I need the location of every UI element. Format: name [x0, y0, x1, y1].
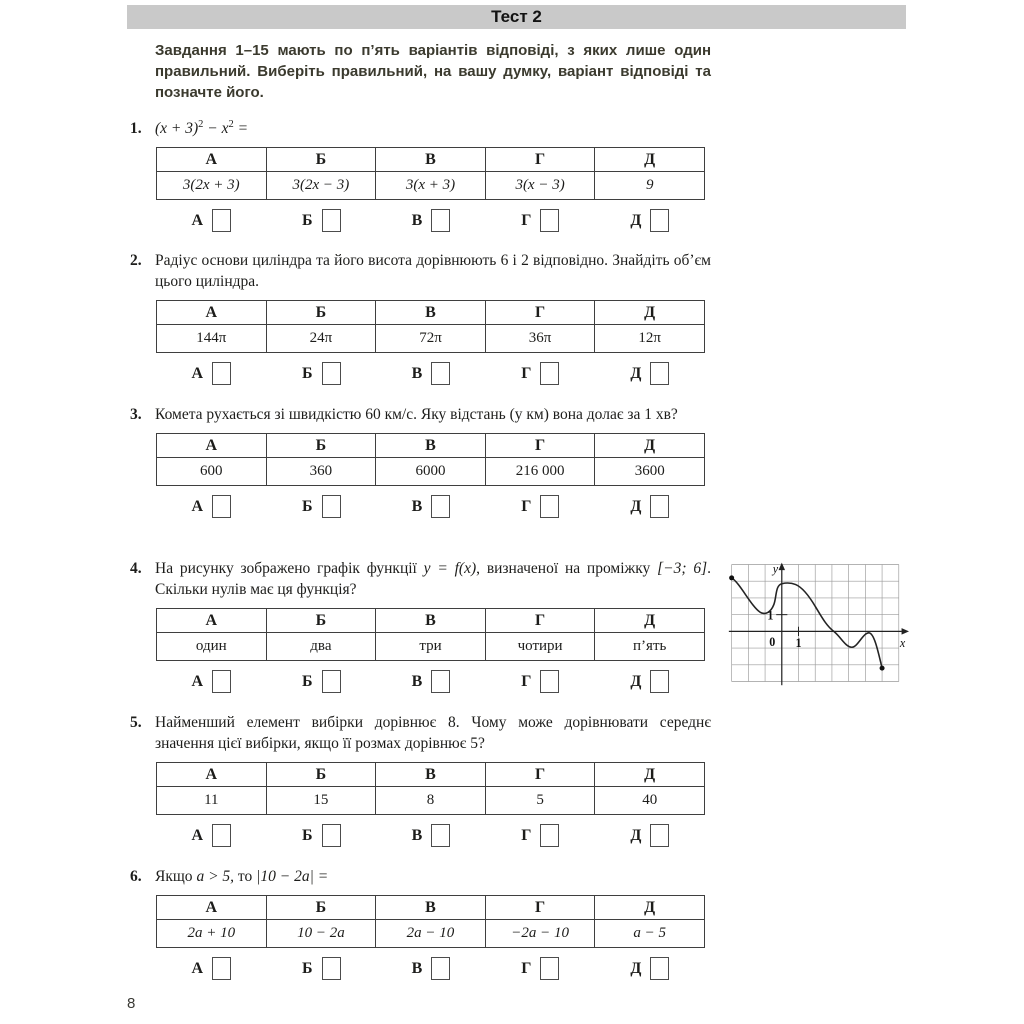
- answer-checkbox-group: [412, 495, 451, 518]
- answer-option-value: a − 5: [595, 920, 705, 948]
- answer-checkbox[interactable]: [322, 670, 341, 693]
- table-value-row: [157, 325, 705, 353]
- answer-option-value: 3(x + 3): [376, 172, 486, 200]
- table-value-row: [157, 787, 705, 815]
- answer-checkbox-group: [191, 209, 231, 232]
- answer-letter-header: А: [157, 609, 267, 633]
- math-segment: 2: [228, 118, 234, 130]
- answer-checkbox[interactable]: [212, 209, 231, 232]
- answer-option-value: 600: [157, 458, 267, 486]
- question-block-6: [127, 866, 906, 980]
- answer-letter-header: Д: [595, 763, 705, 787]
- answer-checkbox[interactable]: [650, 670, 669, 693]
- text-segment: то: [234, 868, 257, 885]
- answer-option-value: три: [376, 633, 486, 661]
- answer-letter-header: В: [376, 148, 486, 172]
- table-header-row: [157, 148, 705, 172]
- math-segment: [−3; 6]: [657, 560, 708, 577]
- answer-letter-header: А: [157, 148, 267, 172]
- answer-option-value: 11: [157, 787, 267, 815]
- curve-start-point: [729, 575, 734, 580]
- answer-checkbox[interactable]: [212, 957, 231, 980]
- answer-letter-header: В: [376, 763, 486, 787]
- answer-checkbox[interactable]: [431, 824, 450, 847]
- checkbox-letter: В: [411, 497, 423, 515]
- table-header-row: [157, 896, 705, 920]
- checkbox-letter: Г: [521, 959, 532, 977]
- checkbox-letter: Б: [302, 826, 313, 844]
- checkbox-letter: А: [191, 211, 204, 229]
- page-content: [127, 0, 906, 1024]
- answer-checkbox-group: [630, 495, 669, 518]
- answer-letter-header: Г: [485, 148, 595, 172]
- checkbox-letter: В: [411, 211, 423, 229]
- question-prompt: [127, 250, 906, 292]
- answer-checkbox[interactable]: [322, 209, 341, 232]
- answer-option-value: 8: [376, 787, 486, 815]
- answer-letter-header: В: [376, 301, 486, 325]
- answer-letter-header: Б: [266, 763, 376, 787]
- answer-checkbox[interactable]: [431, 209, 450, 232]
- answer-checkbox-row: [156, 209, 705, 232]
- answer-option-value: 15: [266, 787, 376, 815]
- answer-options-table: [156, 762, 705, 815]
- question-number: 4.: [130, 560, 142, 577]
- answer-checkbox[interactable]: [212, 495, 231, 518]
- checkbox-letter: В: [411, 672, 423, 690]
- answer-checkbox-group: [412, 670, 451, 693]
- answer-checkbox-row: [156, 495, 705, 518]
- answer-checkbox-group: [302, 362, 341, 385]
- answer-checkbox-group: [302, 824, 341, 847]
- answer-option-value: 6000: [376, 458, 486, 486]
- answer-option-value: 36π: [485, 325, 595, 353]
- answer-option-value: один: [157, 633, 267, 661]
- answer-checkbox[interactable]: [650, 209, 669, 232]
- table-value-row: [157, 920, 705, 948]
- checkbox-letter: Г: [521, 211, 532, 229]
- question-prompt: [127, 404, 906, 425]
- answer-checkbox-group: [412, 957, 451, 980]
- answer-checkbox[interactable]: [540, 957, 559, 980]
- answer-option-value: 2a + 10: [157, 920, 267, 948]
- answer-checkbox-group: [191, 362, 231, 385]
- answer-letter-header: А: [157, 434, 267, 458]
- answer-checkbox-group: [630, 209, 669, 232]
- answer-checkbox-group: [521, 209, 559, 232]
- answer-letter-header: А: [157, 301, 267, 325]
- answer-checkbox-row: [156, 670, 705, 693]
- x-tick-label: 1: [795, 636, 802, 651]
- checkbox-letter: Б: [302, 959, 313, 977]
- answer-option-value: п’ять: [595, 633, 705, 661]
- answer-checkbox[interactable]: [322, 362, 341, 385]
- checkbox-letter: В: [411, 959, 423, 977]
- answer-letter-header: Д: [595, 434, 705, 458]
- answer-checkbox-row: [156, 362, 705, 385]
- answer-option-value: 10 − 2a: [266, 920, 376, 948]
- answer-checkbox-group: [630, 957, 669, 980]
- graph-svg: [727, 558, 909, 688]
- question-text: [155, 712, 711, 754]
- answer-checkbox[interactable]: [212, 670, 231, 693]
- question-prompt: [127, 866, 906, 887]
- answer-checkbox[interactable]: [650, 957, 669, 980]
- checkbox-letter: А: [191, 364, 204, 382]
- question-block-4: [127, 558, 906, 693]
- checkbox-letter: Д: [630, 672, 642, 690]
- answer-option-value: 216 000: [485, 458, 595, 486]
- answer-checkbox-group: [412, 362, 451, 385]
- question-number: 5.: [130, 714, 142, 731]
- answer-option-value: 12π: [595, 325, 705, 353]
- curve-end-point: [880, 666, 885, 671]
- checkbox-letter: Г: [521, 826, 532, 844]
- checkbox-letter: А: [191, 672, 204, 690]
- answer-option-value: −2a − 10: [485, 920, 595, 948]
- question-number: 2.: [130, 252, 142, 269]
- answer-options-table: [156, 147, 705, 200]
- answer-option-value: 40: [595, 787, 705, 815]
- page-number: 8: [127, 995, 136, 1012]
- answer-option-value: 3(2x − 3): [266, 172, 376, 200]
- question-block-1: [127, 118, 906, 232]
- answer-checkbox[interactable]: [540, 495, 559, 518]
- answer-option-value: два: [266, 633, 376, 661]
- answer-checkbox[interactable]: [650, 824, 669, 847]
- text-segment: . Скільки нулів має ця функція?: [155, 560, 711, 598]
- answer-checkbox[interactable]: [431, 670, 450, 693]
- answer-checkbox[interactable]: [540, 824, 559, 847]
- answer-checkbox[interactable]: [322, 824, 341, 847]
- table-value-row: [157, 458, 705, 486]
- answer-checkbox-group: [521, 495, 559, 518]
- question-text: [155, 118, 711, 139]
- question-text: [155, 404, 711, 425]
- answer-letter-header: Б: [266, 301, 376, 325]
- checkbox-letter: Г: [521, 364, 532, 382]
- answer-letter-header: Г: [485, 434, 595, 458]
- test-title-bar: [127, 5, 906, 29]
- answer-option-value: 3600: [595, 458, 705, 486]
- answer-checkbox-group: [302, 670, 341, 693]
- checkbox-letter: Б: [302, 672, 313, 690]
- checkbox-letter: Д: [630, 211, 642, 229]
- text-segment: Радіус основи циліндра та його висота дорівнюють 6 і 2 відповідно. Знайдіть об’єм цього циліндра.: [155, 252, 711, 290]
- answer-checkbox-group: [521, 670, 559, 693]
- answer-checkbox[interactable]: [212, 824, 231, 847]
- question-number: 6.: [130, 868, 142, 885]
- table-header-row: [157, 763, 705, 787]
- question-text: [155, 250, 711, 292]
- answer-letter-header: Г: [485, 609, 595, 633]
- answer-checkbox-group: [412, 209, 451, 232]
- answer-checkbox-row: [156, 824, 705, 847]
- answer-checkbox[interactable]: [322, 957, 341, 980]
- answer-checkbox-group: [630, 824, 669, 847]
- checkbox-letter: Д: [630, 497, 642, 515]
- answer-letter-header: В: [376, 609, 486, 633]
- checkbox-letter: А: [191, 959, 204, 977]
- answer-checkbox-group: [412, 824, 451, 847]
- answer-checkbox[interactable]: [650, 495, 669, 518]
- answer-checkbox-group: [630, 670, 669, 693]
- checkbox-letter: В: [411, 364, 423, 382]
- answer-letter-header: В: [376, 896, 486, 920]
- question-block-5: [127, 712, 906, 847]
- answer-checkbox-group: [302, 495, 341, 518]
- text-segment: На рисунку зображено графік функції: [155, 560, 424, 577]
- answer-checkbox[interactable]: [431, 957, 450, 980]
- question-block-2: [127, 250, 906, 385]
- answer-option-value: 3(x − 3): [485, 172, 595, 200]
- question-prompt: [127, 712, 906, 754]
- answer-letter-header: Б: [266, 609, 376, 633]
- x-axis-label: x: [899, 636, 906, 651]
- origin-label: 0: [769, 635, 776, 650]
- answer-option-value: 360: [266, 458, 376, 486]
- y-axis-label: y: [772, 561, 779, 576]
- table-value-row: [157, 172, 705, 200]
- checkbox-letter: Г: [521, 497, 532, 515]
- function-curve: [732, 578, 882, 668]
- math-segment: y = f(x): [423, 560, 477, 577]
- answer-checkbox-group: [521, 824, 559, 847]
- answer-checkbox[interactable]: [431, 495, 450, 518]
- y-tick-label: 1: [767, 608, 774, 623]
- math-segment: (x + 3): [155, 120, 199, 137]
- answer-letter-header: Б: [266, 896, 376, 920]
- answer-letter-header: Б: [266, 434, 376, 458]
- answer-option-value: 24π: [266, 325, 376, 353]
- answer-letter-header: Д: [595, 148, 705, 172]
- math-segment: 2: [198, 118, 204, 130]
- answer-checkbox[interactable]: [212, 362, 231, 385]
- answer-letter-header: А: [157, 896, 267, 920]
- question-text: [155, 558, 711, 600]
- answer-checkbox-group: [191, 670, 231, 693]
- checkbox-letter: Б: [302, 364, 313, 382]
- answer-options-table: [156, 608, 705, 661]
- checkbox-letter: Д: [630, 826, 642, 844]
- answer-options-table: [156, 300, 705, 353]
- answer-checkbox[interactable]: [431, 362, 450, 385]
- answer-option-value: 3(2x + 3): [157, 172, 267, 200]
- answer-checkbox[interactable]: [540, 670, 559, 693]
- answer-checkbox-group: [191, 495, 231, 518]
- table-value-row: [157, 633, 705, 661]
- answer-option-value: 144π: [157, 325, 267, 353]
- question-text: [155, 866, 711, 887]
- answer-option-value: 72π: [376, 325, 486, 353]
- text-segment: Найменший елемент вибірки дорівнює 8. Чому може дорівнювати середнє значення цієї вибірки, якщо її розмах дорівнює 5?: [155, 714, 711, 752]
- answer-letter-header: Д: [595, 609, 705, 633]
- checkbox-letter: Г: [521, 672, 532, 690]
- checkbox-letter: Б: [302, 497, 313, 515]
- math-segment: =: [233, 120, 249, 137]
- answer-option-value: 2a − 10: [376, 920, 486, 948]
- answer-option-value: чотири: [485, 633, 595, 661]
- question-number: 3.: [130, 406, 142, 423]
- function-graph: [727, 558, 909, 690]
- answer-letter-header: Д: [595, 301, 705, 325]
- question-block-3: [127, 404, 906, 518]
- answer-checkbox-group: [191, 824, 231, 847]
- checkbox-letter: Д: [630, 364, 642, 382]
- checkbox-letter: А: [191, 497, 204, 515]
- checkbox-letter: А: [191, 826, 204, 844]
- text-segment: , визначеної на проміжку: [476, 560, 658, 577]
- graph-grid: [732, 565, 899, 682]
- checkbox-letter: В: [411, 826, 423, 844]
- checkbox-letter: Д: [630, 959, 642, 977]
- answer-options-table: [156, 895, 705, 948]
- answer-checkbox-group: [302, 209, 341, 232]
- checkbox-letter: Б: [302, 211, 313, 229]
- table-header-row: [157, 301, 705, 325]
- answer-checkbox[interactable]: [540, 362, 559, 385]
- math-segment: − x: [203, 120, 229, 137]
- math-segment: |10 − 2a| =: [256, 868, 329, 885]
- answer-option-value: 9: [595, 172, 705, 200]
- answer-checkbox[interactable]: [322, 495, 341, 518]
- answer-checkbox-group: [521, 362, 559, 385]
- answer-letter-header: В: [376, 434, 486, 458]
- answer-checkbox[interactable]: [650, 362, 669, 385]
- answer-letter-header: Г: [485, 896, 595, 920]
- answer-letter-header: А: [157, 763, 267, 787]
- answer-checkbox-group: [191, 957, 231, 980]
- text-segment: Якщо: [155, 868, 197, 885]
- question-number: 1.: [130, 120, 142, 137]
- answer-option-value: 5: [485, 787, 595, 815]
- table-header-row: [157, 609, 705, 633]
- answer-letter-header: Г: [485, 763, 595, 787]
- instructions-text: Завдання 1–15 мають по п’ять варіантів відповіді, з яких лише один правильний. Виберіть правильний, на вашу думку, варіант відповіді та позначте його.: [155, 42, 711, 101]
- math-segment: a > 5,: [196, 868, 235, 885]
- text-segment: Комета рухається зі швидкістю 60 км/с. Яку відстань (у км) вона долає за 1 хв?: [155, 406, 678, 423]
- answer-letter-header: Б: [266, 148, 376, 172]
- answer-checkbox-group: [302, 957, 341, 980]
- answer-checkbox-group: [521, 957, 559, 980]
- answer-checkbox-row: [156, 957, 705, 980]
- table-header-row: [157, 434, 705, 458]
- answer-options-table: [156, 433, 705, 486]
- answer-checkbox[interactable]: [540, 209, 559, 232]
- answer-checkbox-group: [630, 362, 669, 385]
- answer-letter-header: Г: [485, 301, 595, 325]
- answer-letter-header: Д: [595, 896, 705, 920]
- question-prompt: [127, 118, 906, 139]
- page-title: Тест 2: [491, 7, 542, 26]
